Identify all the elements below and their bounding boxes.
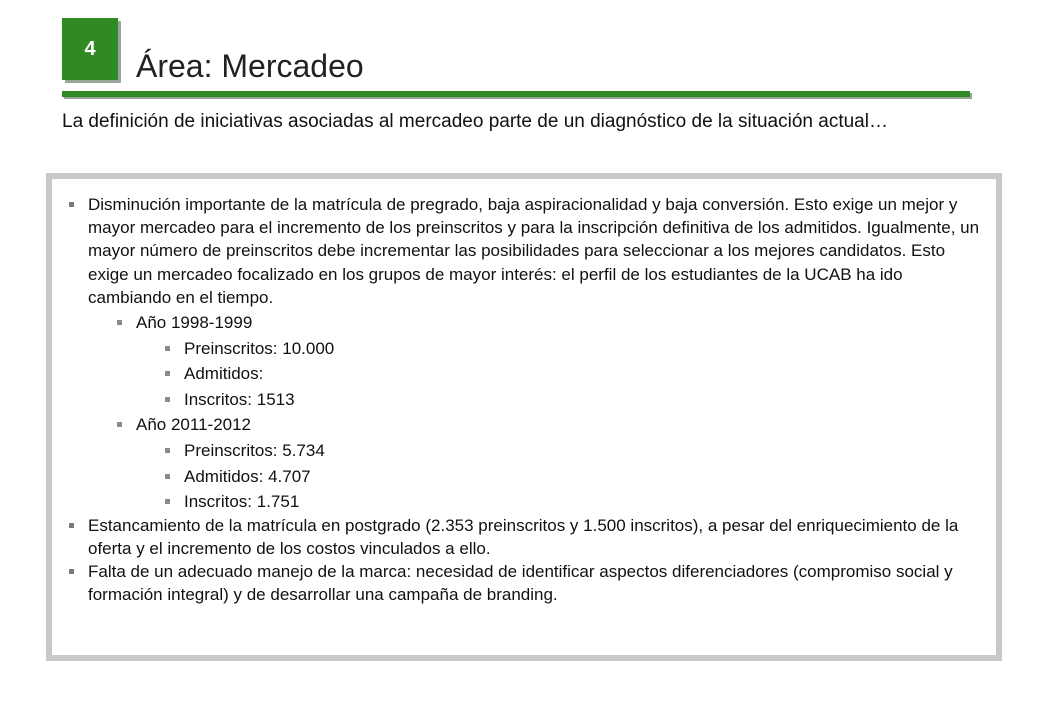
bullet-item-postgrad	[68, 514, 982, 560]
list-item-text: Admitidos: 4.707	[184, 466, 311, 486]
square-bullet-icon	[117, 422, 122, 427]
list-item-text: Admitidos:	[184, 364, 264, 384]
subtitle: La definición de iniciativas asociadas al mercadeo parte de un diagnóstico de la situación actual…	[62, 111, 888, 132]
slide-number-badge	[62, 18, 118, 80]
content-box-inner	[52, 179, 996, 655]
title-divider	[62, 91, 970, 97]
square-bullet-icon	[117, 320, 122, 325]
list-item-text: Preinscritos: 5.734	[184, 441, 325, 461]
square-bullet-icon	[165, 397, 170, 402]
square-bullet-icon	[165, 474, 170, 479]
page-title: Área: Mercadeo	[136, 48, 364, 84]
sub-sub-list	[164, 337, 982, 412]
list-item	[164, 490, 982, 513]
list-item	[164, 465, 982, 488]
square-bullet-icon	[165, 346, 170, 351]
square-bullet-icon	[165, 448, 170, 453]
slide-number: 4	[84, 38, 96, 60]
list-item	[164, 388, 982, 411]
sub-item-year-2011	[116, 413, 982, 513]
bullet-item-brand	[68, 560, 982, 606]
square-bullet-icon	[69, 202, 74, 207]
square-bullet-icon	[165, 371, 170, 376]
square-bullet-icon	[165, 499, 170, 504]
list-item-text: Preinscritos: 10.000	[184, 338, 335, 358]
sub-sub-list	[164, 439, 982, 514]
list-item	[164, 439, 982, 462]
sub-item-text: Año 2011-2012	[136, 415, 252, 435]
content-box	[46, 173, 1002, 661]
sub-list	[116, 311, 982, 514]
square-bullet-icon	[69, 523, 74, 528]
bullet-text: Estancamiento de la matrícula en postgrado (2.353 preinscritos y 1.500 inscritos), a pesar del enriquecimiento de la oferta y el incremento de los costos vinculados a ello.	[88, 515, 959, 558]
sub-item-text: Año 1998-1999	[136, 313, 253, 333]
list-item-text: Inscritos: 1513	[184, 390, 295, 410]
square-bullet-icon	[69, 569, 74, 574]
sub-item-year-1998	[116, 311, 982, 411]
bullet-item-undergrad	[68, 193, 982, 514]
list-item	[164, 337, 982, 360]
list-item-text: Inscritos: 1.751	[184, 492, 300, 512]
list-item	[164, 362, 982, 385]
bullet-list	[68, 193, 982, 606]
bullet-text: Falta de un adecuado manejo de la marca: necesidad de identificar aspectos diferenciadores (compromiso social y formación integral) y de desarrollar una campaña de branding.	[88, 562, 953, 605]
bullet-text: Disminución importante de la matrícula de pregrado, baja aspiracionalidad y baja conversión. Esto exige un mejor y mayor mercadeo para el incremento de los preinscritos y para la inscripción definitiva de los admitidos. Igualmente, un mayor número de preinscritos debe incrementar las posibilidades para seleccionar a los mejores candidatos. Esto exige un mercadeo focalizado en los grupos de mayor interés: el perfil de los estudiantes de la UCAB ha ido cambiando en el tiempo.	[88, 195, 980, 307]
